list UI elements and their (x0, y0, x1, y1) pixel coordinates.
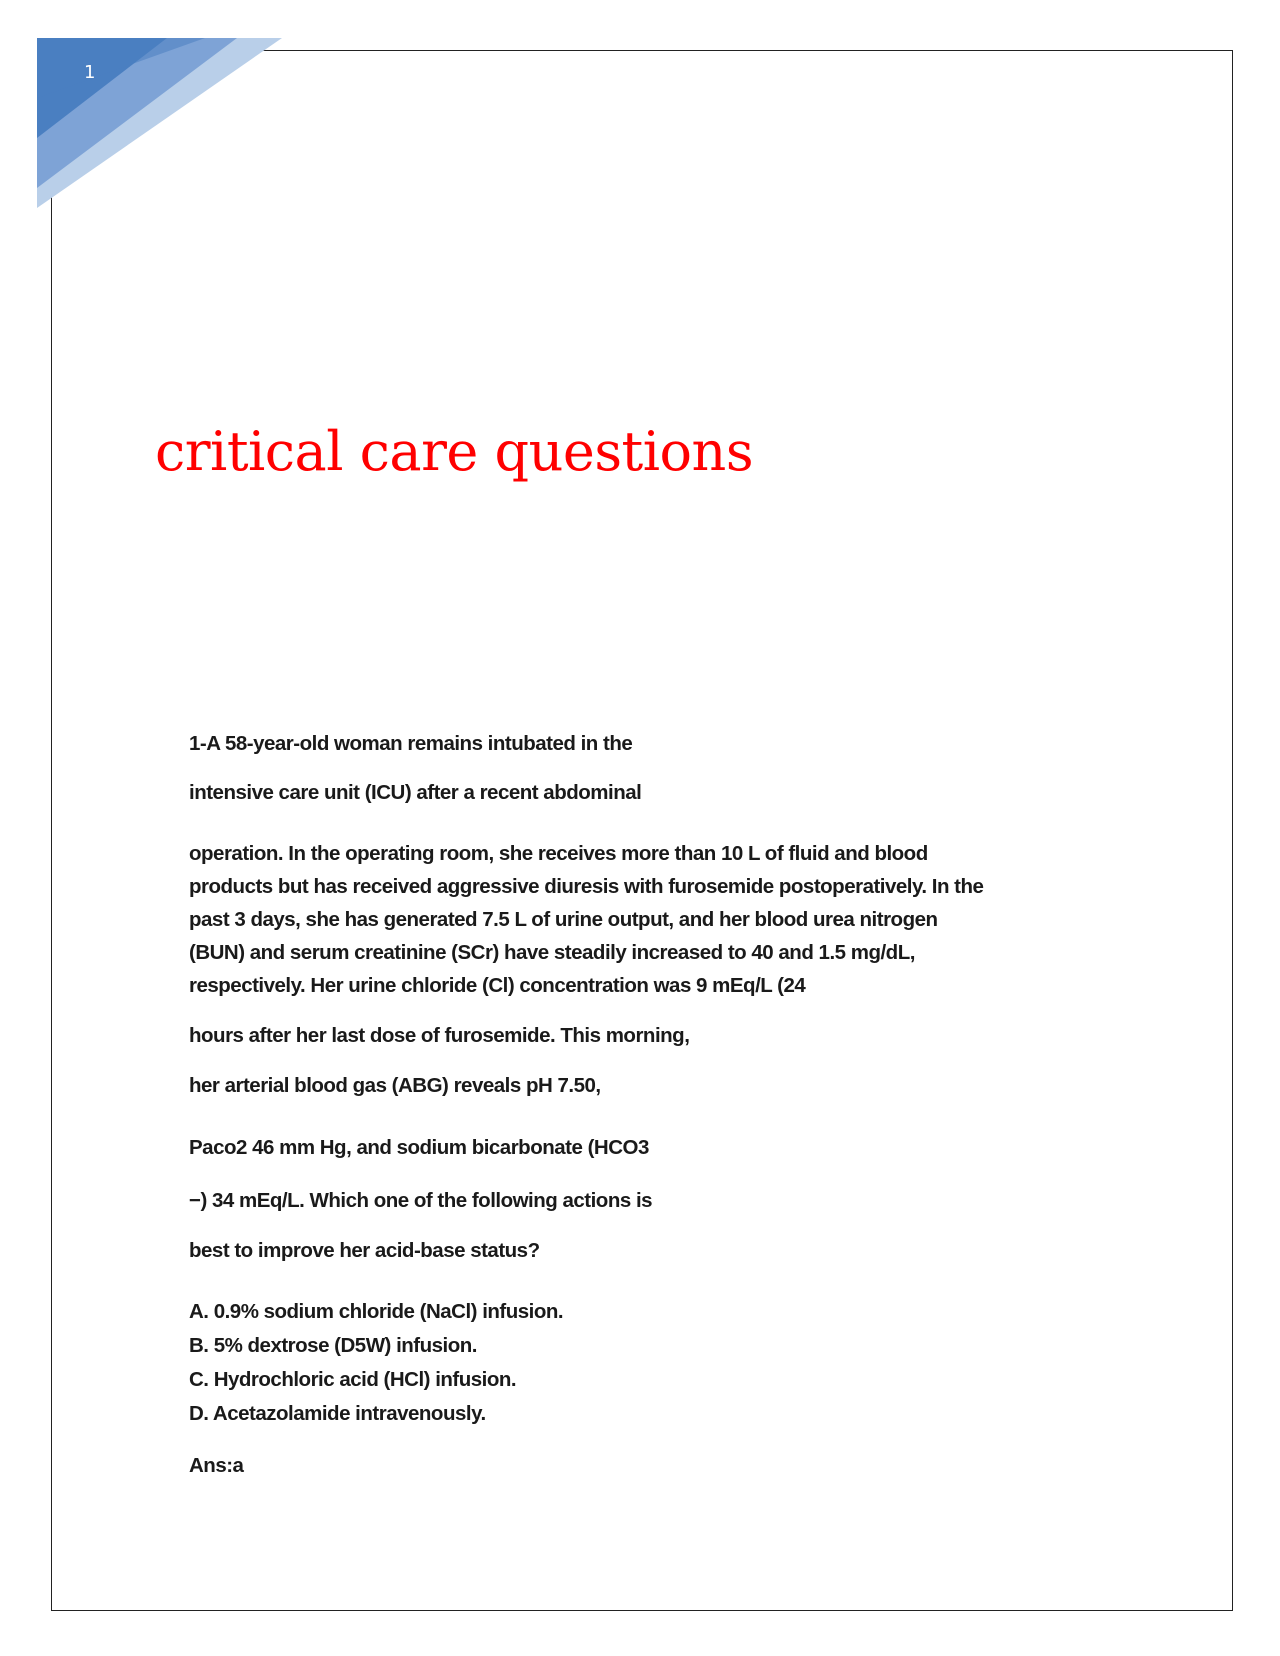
document-title: critical care questions (155, 420, 754, 483)
page-number: 1 (84, 62, 96, 83)
question-stem-line: intensive care unit (ICU) after a recent abdominal (189, 781, 642, 804)
question-stem-line: respectively. Her urine chloride (Cl) concentration was 9 mEq/L (24 (189, 974, 806, 997)
question-stem-line: past 3 days, she has generated 7.5 L of urine output, and her blood urea nitrogen (189, 908, 938, 931)
answer-option-a: A. 0.9% sodium chloride (NaCl) infusion. (189, 1300, 564, 1323)
question-stem-line: her arterial blood gas (ABG) reveals pH 7.50, (189, 1074, 601, 1097)
question-stem-line: 1-A 58-year-old woman remains intubated in the (189, 732, 633, 755)
answer-option-d: D. Acetazolamide intravenously. (189, 1402, 486, 1425)
question-stem-line: (BUN) and serum creatinine (SCr) have steadily increased to 40 and 1.5 mg/dL, (189, 941, 915, 964)
answer-option-b: B. 5% dextrose (D5W) infusion. (189, 1334, 477, 1357)
answer-option-c: C. Hydrochloric acid (HCl) infusion. (189, 1368, 517, 1391)
question-stem-line: best to improve her acid-base status? (189, 1239, 540, 1262)
question-stem-line: Paco2 46 mm Hg, and sodium bicarbonate (HCO3 (189, 1136, 649, 1159)
question-stem-line: −) 34 mEq/L. Which one of the following actions is (189, 1189, 653, 1212)
question-stem-line: operation. In the operating room, she receives more than 10 L of fluid and blood (189, 842, 928, 865)
question-stem-line: hours after her last dose of furosemide. This morning, (189, 1024, 690, 1047)
corner-ribbon-decoration (37, 38, 282, 208)
question-stem-line: products but has received aggressive diuresis with furosemide postoperatively. In the (189, 875, 984, 898)
answer-key: Ans:a (189, 1454, 244, 1477)
